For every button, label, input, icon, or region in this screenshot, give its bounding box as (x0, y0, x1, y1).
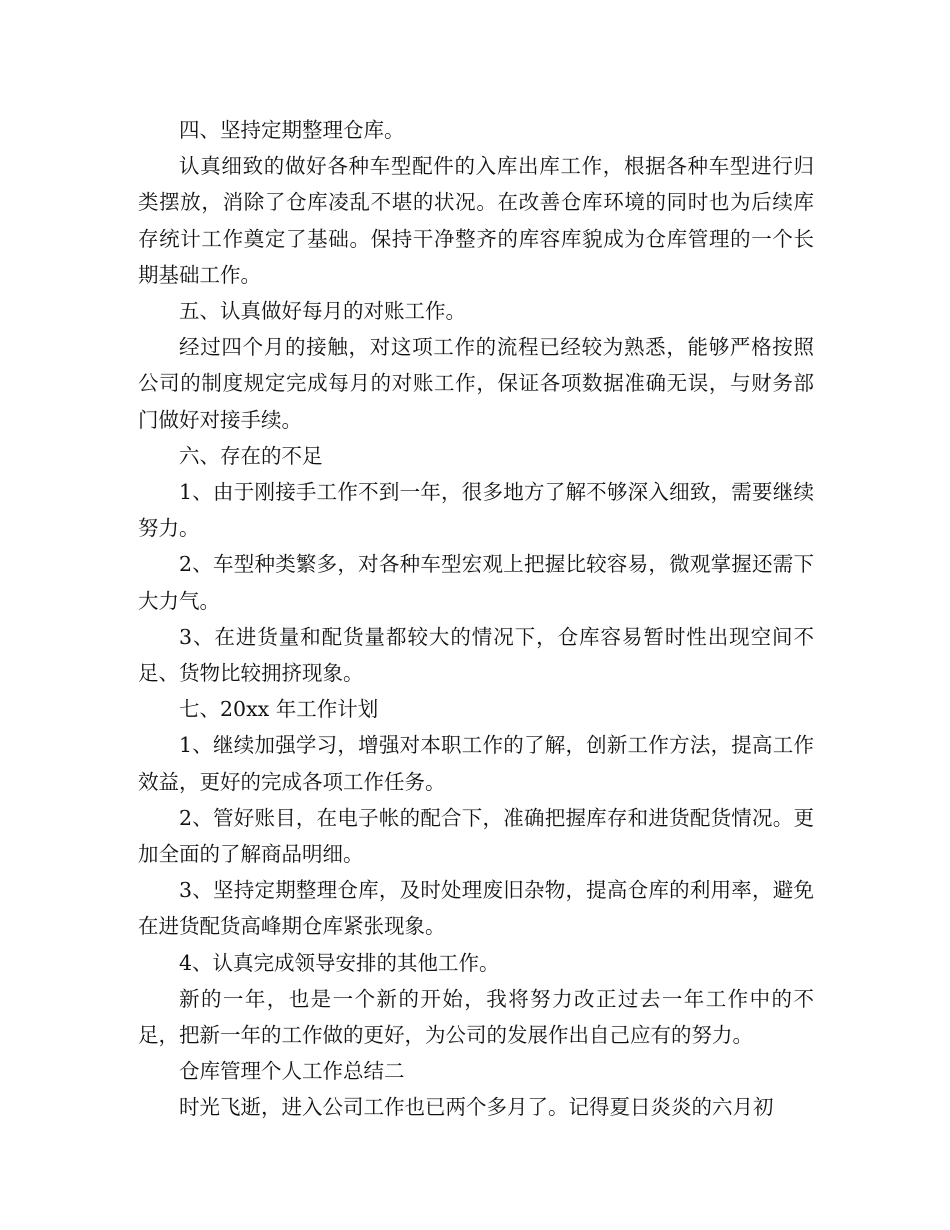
paragraph: 认真细致的做好各种车型配件的入库出库工作，根据各种车型进行归类摆放，消除了仓库凌乱不堪的状况。在改善仓库环境的同时也为后续库存统计工作奠定了基础。保持干净整齐的库容库貌成为仓库管理的一个长期基础工作。 (138, 154, 814, 287)
section-heading-4: 四、坚持定期整理仓库。 (179, 118, 405, 142)
paragraph: 经过四个月的接触，对这项工作的流程已经较为熟悉，能够严格按照公司的制度规定完成每月的对账工作，保证各项数据准确无误，与财务部门做好对接手续。 (138, 335, 814, 432)
list-item: 1、由于刚接手工作不到一年，很多地方了解不够深入细致，需要继续努力。 (138, 480, 814, 541)
section-heading-7: 七、20xx 年工作计划 (179, 697, 379, 722)
list-item: 1、继续加强学习，增强对本职工作的了解，创新工作方法，提高工作效益，更好的完成各项工作任务。 (138, 733, 814, 794)
paragraph: 时光飞逝，进入公司工作也已两个多月了。记得夏日炎炎的六月初 (179, 1095, 774, 1120)
document-body (138, 112, 814, 1126)
paragraph: 新的一年，也是一个新的开始，我将努力改正过去一年工作中的不足，把新一年的工作做的更好，为公司的发展作出自己应有的努力。 (138, 986, 814, 1048)
document-subtitle: 仓库管理个人工作总结二 (179, 1059, 405, 1084)
list-item: 4、认真完成领导安排的其他工作。 (179, 950, 500, 975)
list-item: 2、车型种类繁多，对各种车型宏观上把握比较容易，微观掌握还需下大力气。 (138, 552, 814, 613)
list-item: 3、坚持定期整理仓库，及时处理废旧杂物，提高仓库的利用率，避免在进货配货高峰期仓库紧张现象。 (138, 878, 814, 939)
list-item: 2、管好账目，在电子帐的配合下，准确把握库存和进货配货情况。更加全面的了解商品明细。 (138, 805, 814, 867)
section-heading-5: 五、认真做好每月的对账工作。 (179, 299, 466, 324)
section-heading-6: 六、存在的不足 (179, 443, 323, 468)
list-item: 3、在进货量和配货量都较大的情况下，仓库容易暂时性出现空间不足、货物比较拥挤现象。 (138, 624, 814, 686)
